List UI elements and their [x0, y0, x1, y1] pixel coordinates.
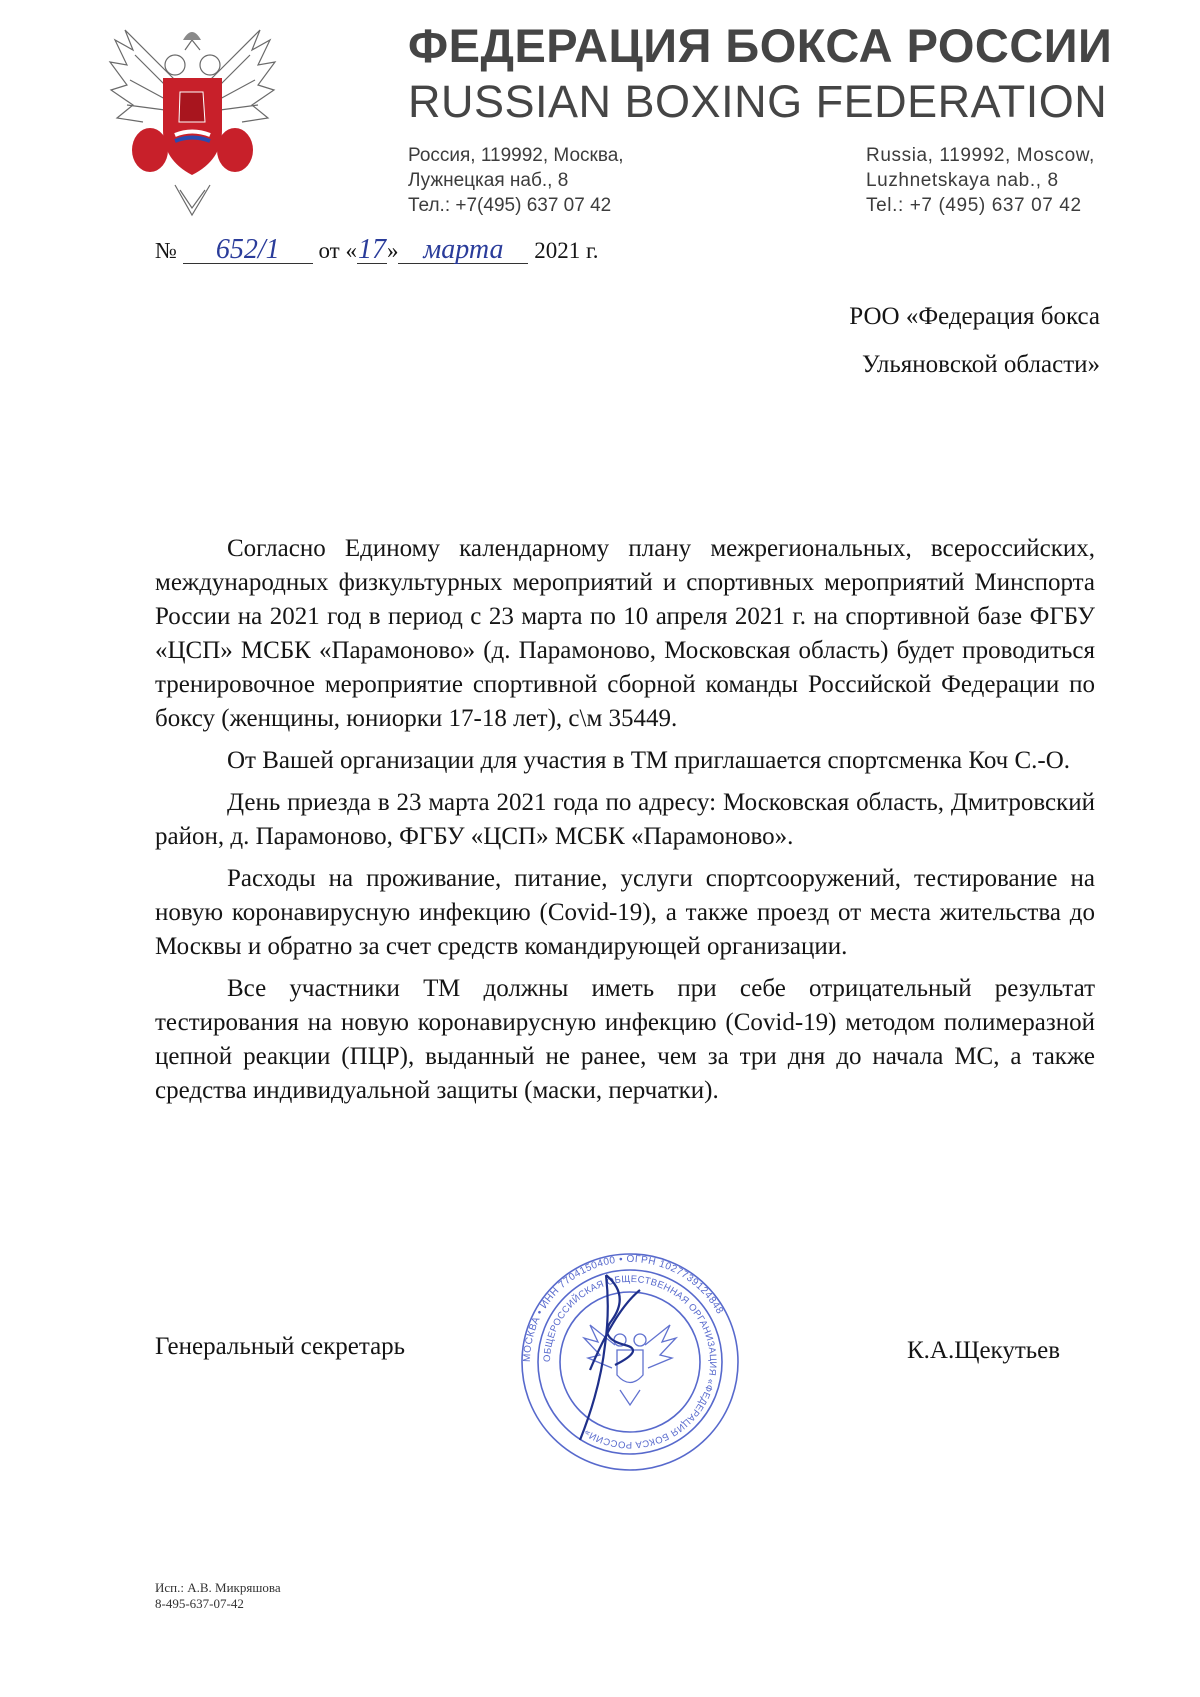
recipient-line1: РОО «Федерация бокса	[849, 303, 1100, 330]
address-ru-line: Тел.: +7(495) 637 07 42	[408, 195, 612, 216]
executor-phone: 8-495-637-07-42	[155, 1596, 244, 1611]
executor: Исп.: А.В. Микряшова	[155, 1580, 281, 1595]
from-label: от	[318, 238, 340, 263]
reference-day: 17	[357, 234, 386, 265]
address-en-line: Luzhnetskaya nab., 8	[866, 170, 1059, 191]
recipient	[760, 293, 1100, 389]
body-paragraph: От Вашей организации для участия в ТМ приглашается спортсменка Коч С.-О.	[227, 747, 1071, 774]
recipient-line2: Ульяновской области»	[862, 351, 1100, 378]
org-name-ru: ФЕДЕРАЦИЯ БОКСА РОССИИ	[408, 19, 1113, 72]
reference-month: марта	[398, 237, 528, 264]
org-name-en: RUSSIAN BOXING FEDERATION	[408, 76, 1108, 127]
federation-emblem-icon	[105, 10, 280, 220]
reference-year: 2021 г.	[534, 238, 599, 263]
reference-number: 652/1	[183, 237, 313, 264]
signatory-title: Генеральный секретарь	[155, 1333, 406, 1360]
stamp-eagle-icon	[584, 1325, 676, 1405]
address-ru-line: Россия, 119992, Москва,	[408, 145, 624, 166]
body-paragraph: Расходы на проживание, питание, услуги спортсооружений, тестирование на новую коронавирусную инфекцию (Covid-19), а также проезд от места жительства до Москвы и обратно за счет средств командирующей организации.	[155, 865, 1095, 960]
body-paragraph: Согласно Единому календарному плану межрегиональных, всероссийских, международных физкультурных мероприятий и спортивных мероприятий Минспорта России на 2021 год в период с 23 марта по 10 апреля 2021 г. на спортивной базе ФГБУ «ЦСП» МСБК «Парамоново» (д. Парамоново, Московская область) будет проводиться тренировочное мероприятие спортивной сборной команды Российской Федерации по боксу (женщины, юниорки 17-18 лет), с\м 35449.	[155, 535, 1095, 732]
address-en	[866, 143, 1095, 218]
stamp-ring-inner: ОБЩЕРОССИЙСКАЯ ОБЩЕСТВЕННАЯ ОРГАНИЗАЦИЯ «ФЕДЕРАЦИЯ БОКСА РОССИИ»	[541, 1273, 719, 1451]
address-ru	[408, 143, 624, 218]
reference-line	[155, 234, 599, 265]
stamp-ring-outer: МОСКВА • ИНН 7704150400 • ОГРН 1027739124848	[521, 1253, 726, 1363]
quote-close: »	[386, 238, 399, 263]
body-paragraph: Все участники ТМ должны иметь при себе отрицательный результат тестирования на новую коронавирусную инфекцию (Covid-19) методом полимеразной цепной реакции (ПЦР), выданный не ранее, чем за три дня до начала МС, а также средства индивидуальной защиты (маски, перчатки).	[155, 975, 1095, 1104]
address-en-line: Tel.: +7 (495) 637 07 42	[866, 195, 1082, 216]
address-ru-line: Лужнецкая наб., 8	[408, 170, 569, 191]
address-en-line: Russia, 119992, Moscow,	[866, 145, 1095, 166]
official-stamp	[520, 1250, 740, 1475]
signatory-name: К.А.Щекутьев	[907, 1337, 1061, 1364]
number-prefix: №	[155, 238, 177, 263]
body-paragraph: День приезда в 23 марта 2021 года по адресу: Московская область, Дмитровский район, д. Парамоново, ФГБУ «ЦСП» МСБК «Парамоново».	[155, 789, 1095, 850]
footer	[155, 1580, 281, 1612]
letter-body	[155, 532, 1095, 1116]
quote-open: «	[345, 238, 357, 263]
